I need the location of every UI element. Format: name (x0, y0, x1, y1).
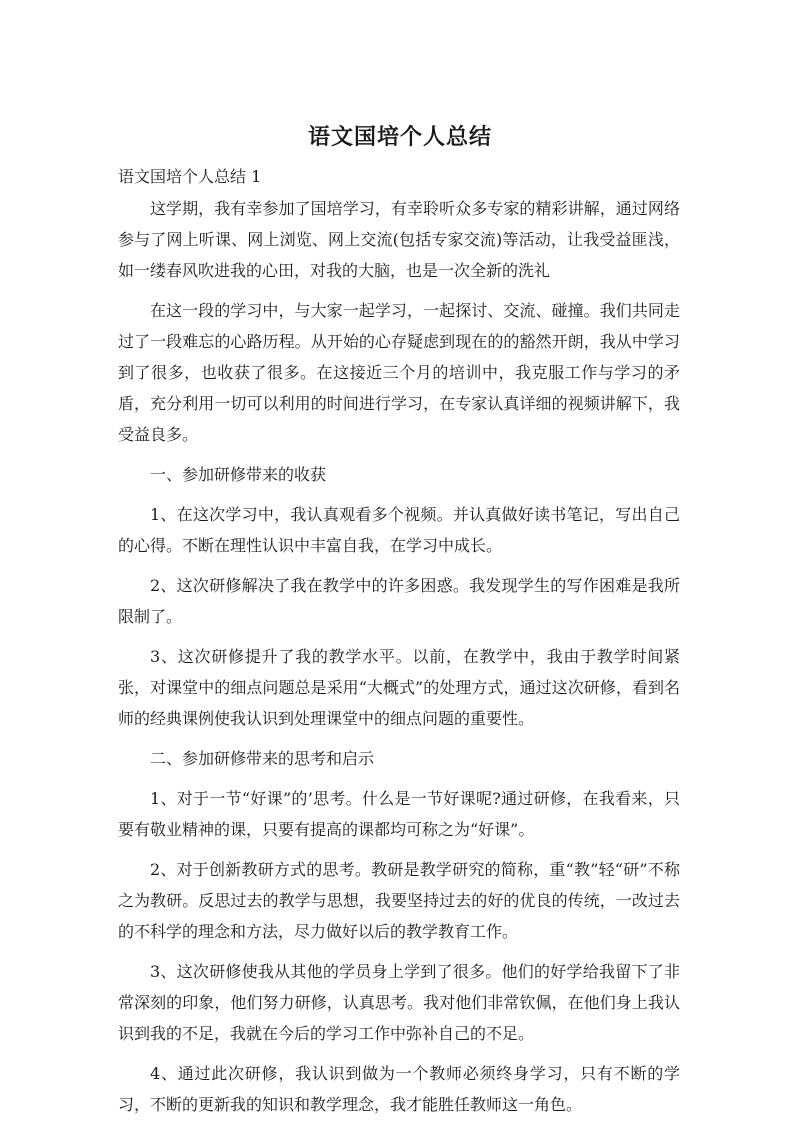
gain-item-3: 3、这次研修提升了我的教学水平。以前，在教学中，我由于教学时间紧张，对课堂中的细点问题总是采用“大概式”的处理方式，通过这次研修，看到名师的经典课例使我认识到处理课堂中的细点问题的重要性。 (118, 647, 680, 728)
paragraph-intro: 这学期，我有幸参加了国培学习，有幸聆听众多专家的精彩讲解，通过网络参与了网上听课、网上浏览、网上交流(包括专家交流)等活动，让我受益匪浅，如一缕春风吹进我的心田，对我的大脑，也是一次全新的洗礼 (118, 199, 680, 280)
document-body (118, 161, 680, 1129)
reflection-item-4: 4、通过此次研修，我认识到做为一个教师必须终身学习，只有不断的学习，不断的更新我的知识和教学理念，我才能胜任教师这一角色。 (118, 1064, 680, 1114)
reflection-item-1: 1、对于一节“好课”的’思考。什么是一节好课呢?通过研修，在我看来，只要有敬业精神的课，只要有提高的课都均可称之为“好课”。 (118, 789, 680, 839)
gain-item-1: 1、在这次学习中，我认真观看多个视频。并认真做好读书笔记，写出自己的心得。不断在理性认识中丰富自我，在学习中成长。 (118, 505, 680, 555)
section-heading-gains: 一、参加研修带来的收获 (150, 465, 327, 484)
document-title: 语文国培个人总结 (307, 125, 492, 150)
paragraph-learning-journey: 在这一段的学习中，与大家一起学习，一起探讨、交流、碰撞。我们共同走过了一段难忘的心路历程。从开始的心存疑虑到现在的的豁然开朗，我从中学习到了很多，也收获了很多。在这接近三个月的培训中，我克服工作与学习的矛盾，充分利用一切可以利用的时间进行学习，在专家认真详细的视频讲解下，我受益良多。 (118, 301, 680, 444)
section-heading-reflections: 二、参加研修带来的思考和启示 (150, 749, 375, 768)
gain-item-2: 2、这次研修解决了我在教学中的许多困惑。我发现学生的写作困难是我所限制了。 (118, 576, 680, 626)
reflection-item-2: 2、对于创新教研方式的思考。教研是教学研究的简称，重“教”轻“研”不称之为教研。反思过去的教学与思想，我要坚持过去的好的优良的传统，一改过去的不科学的理念和方法，尽力做好以后的教学教育工作。 (118, 860, 680, 941)
document-subtitle: 语文国培个人总结 1 (118, 167, 262, 186)
reflection-item-3: 3、这次研修使我从其他的学员身上学到了很多。他们的好学给我留下了非常深刻的印象，他们努力研修，认真思考。我对他们非常钦佩，在他们身上我认识到我的不足，我就在今后的学习工作中弥补自己的不足。 (118, 962, 680, 1043)
